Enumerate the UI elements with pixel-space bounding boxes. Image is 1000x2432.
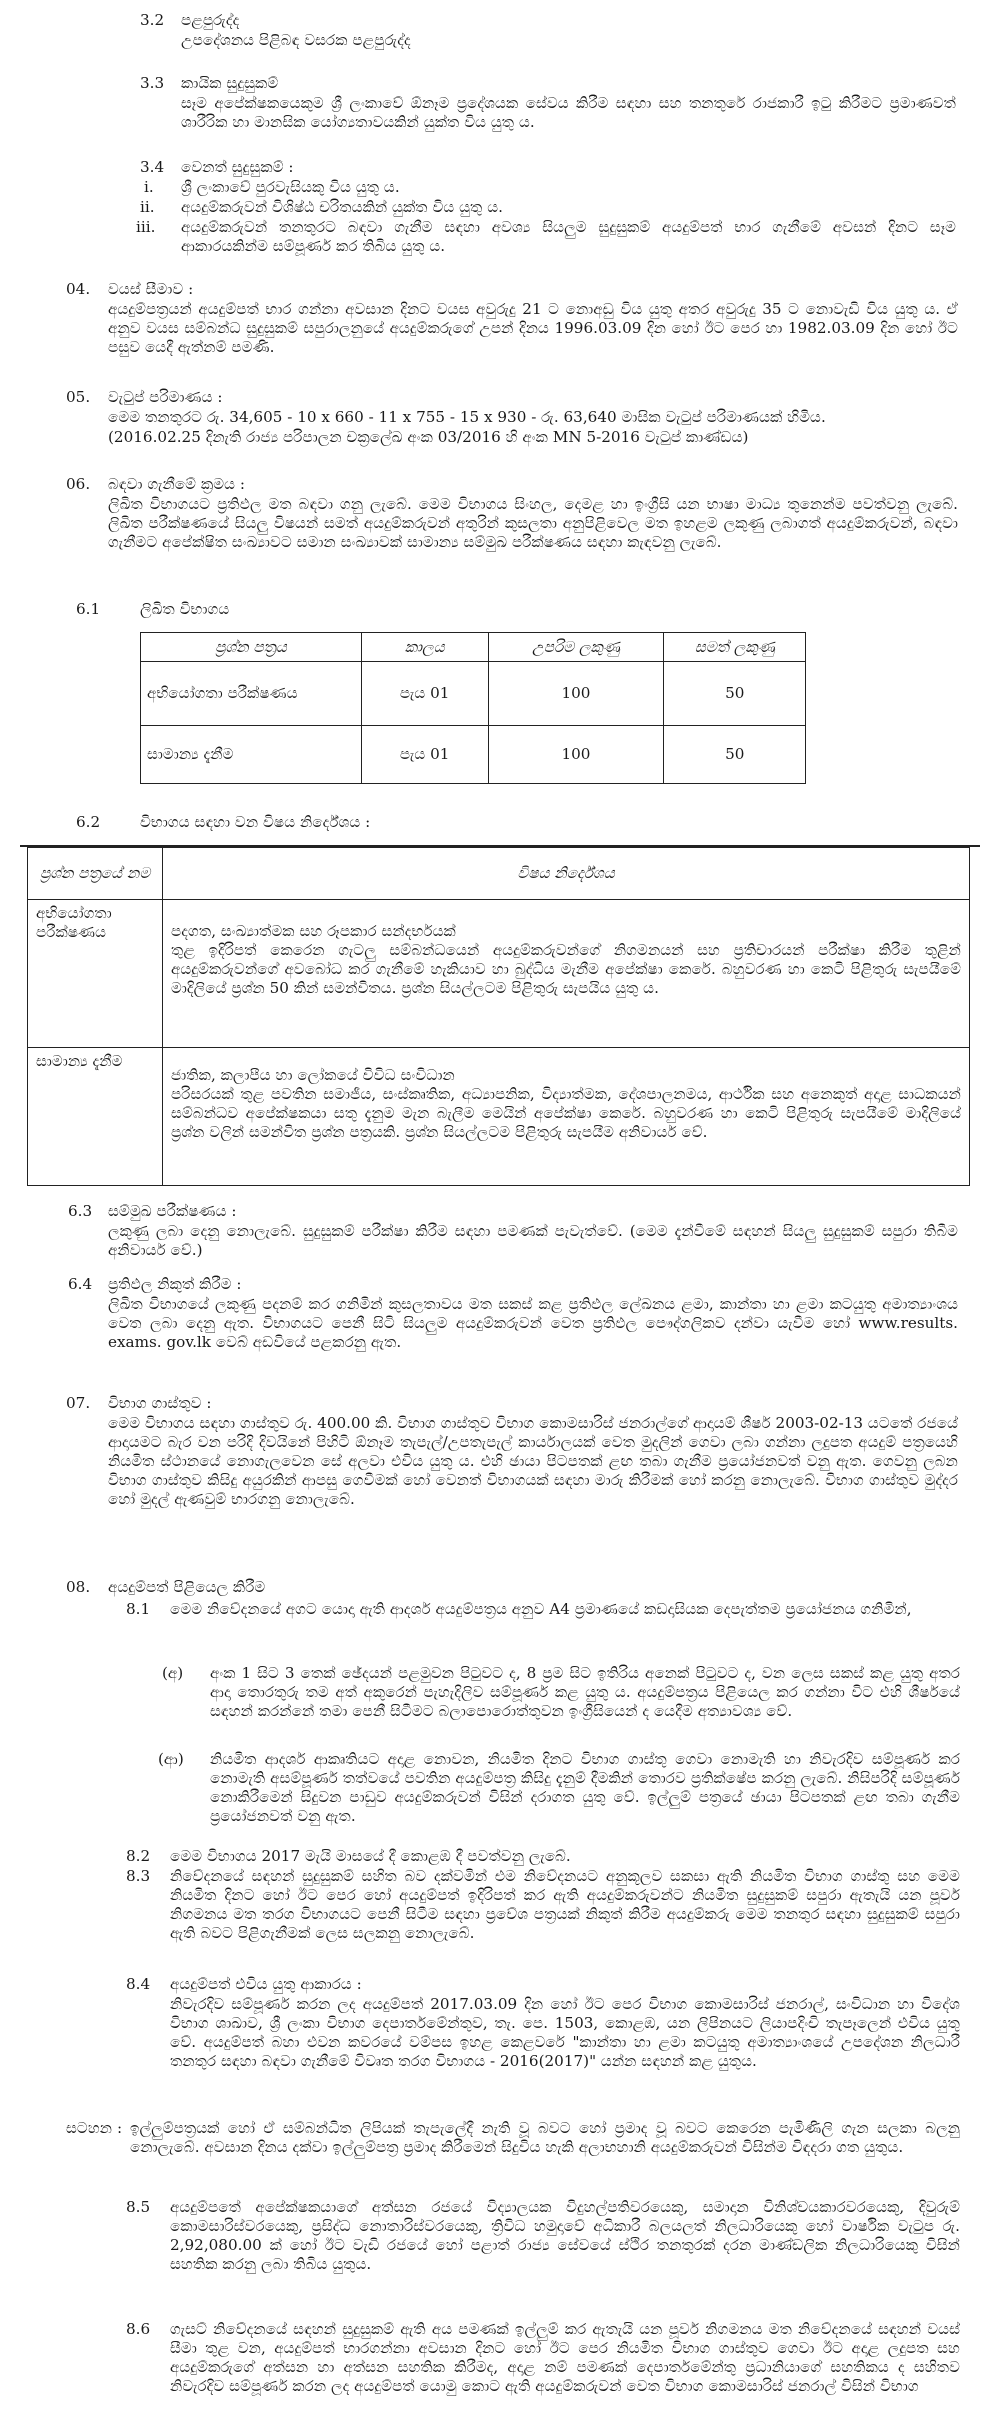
section-title: වයස් සීමාව : [108, 280, 194, 298]
section-number: 3.3 [140, 74, 165, 92]
note-label: සටහන : [66, 2119, 123, 2137]
section-number: 07. [66, 1394, 91, 1412]
column-header: විෂය නිර්දේශය [163, 848, 970, 900]
section-text: නිවැරදිව සම්පූර්ණ කරන ලද අයදුම්පත් 2017.03.09 දින හෝ ඊට පෙර විභාග කොමසාරිස් ජනරාල්, සංවිධාන හා විදේශ විභාග ශාඛාව, ශ්‍රී ලංකා විභාග දෙපාර්තමේන්තුව, තැ. පෙ. 1503, කොළඹ, යන ලිපිනයට ලියාපදිංචි තැපෑලෙන් එවිය යුතු වේ. අයදුම්පත් බහා එවන කවරයේ වම්පස ඉහළ කෙළවරේ "කාන්තා හා ළමා කටයුතු අමාත්‍යාංශයේ උපදේශන නිලධාරී තනතුර සඳහා බඳවා ගැනීමේ විවෘත තරග විභාගය - 2016(2017)" යන්න සඳහන් කළ යුතුය. [170, 1995, 960, 2070]
table-row [141, 662, 806, 726]
column-header: උපරිම ලකුණු [488, 633, 664, 662]
table-header-row [141, 633, 806, 662]
column-header: ප්‍රශ්න පත්‍රයේ නම [28, 848, 163, 900]
table-cell: 100 [488, 726, 664, 784]
table-cell [163, 1048, 970, 1186]
table-header-row [28, 848, 970, 900]
section-title: වැටුප් පරිමාණය : [108, 388, 223, 406]
section-number: 8.2 [126, 1847, 151, 1865]
list-item: අයදුම්කරුවන් තනතුරට බඳවා ගැනීම සඳහා අවශ්‍ය සියලුම සුදුසුකම් අයදුම්පත් භාර ගැනීමේ අවසන් දිනට සෑම ආකාරයකින්ම සම්පූර්ණ කර තිබිය යුතු ය. [181, 218, 956, 255]
syllabus-text: තුළ ඉදිරිපත් කෙරෙන ගැටලු සම්බන්ධයෙන් අයදුම්කරුවන්ගේ නිගමනයන් සහ ප්‍රතිචාරයන් පරීක්ෂා කිරීම තුළින් අයදුම්කරුවන්ගේ අවබෝධ කර ගැනීමේ හැකියාව හා බුද්ධිය මැනීම අපේක්ෂා කෙරේ. බහුවරණ හා කෙටි පිළිතුරු සැපයීමේ මාදිලියේ ප්‍රශ්න 50 කින් සමන්විතය. ප්‍රශ්න සියල්ලටම පිළිතුරු සැපයිය යුතු ය. [171, 940, 961, 997]
table-cell: 100 [488, 662, 664, 726]
section-number: 6.3 [68, 1202, 93, 1220]
list-label: (අ) [162, 1664, 184, 1682]
section-text: මෙම විභාගය සඳහා ගාස්තුව රු. 400.00 කි. විභාග ගාස්තුව විභාග කොමසාරිස් ජනරාල්ගේ ආදායම් ශීර්ෂ 2003-02-13 යටතේ රජයේ ආදායමට බැර වන පරිදි දිවයිනේ පිහිටි ඕනෑම තැපැල්/උපතැපැල් කාර්යාලයක් වෙත මුදලින් ගෙවා ලබා ගන්නා ලදුපත අයදුම් පත්‍රයෙහි නියමිත ස්ථානයේ නොගැලවෙන සේ අලවා එවිය යුතු ය. එහි ඡායා පිටපතක් ළඟ තබා ගැනීම ප්‍රයෝජනවත් වනු ඇත. ගෙවනු ලබන විභාග ගාස්තුව කිසිදු අයුරකින් ආපසු ගෙවීමක් හෝ වෙනත් විභාගයක් සඳහා මාරු කිරීමක් හෝ කරනු නොලැබේ. විභාග ගාස්තුව මුද්දර හෝ මුදල් ඇණවුම් භාරගනු නොලැබේ. [108, 1414, 958, 1508]
section-number: 8.3 [126, 1867, 151, 1885]
syllabus-table [27, 847, 970, 1186]
list-item: නියමිත ආදර්ශ ආකෘතියට අදාළ නොවන, නියමිත දිනට විභාග ගාස්තු ගෙවා නොමැති හා නිවැරදිව සම්පූර්ණ කර නොමැති අසම්පූර්ණ තත්වයේ පවතින අයදුම්පත්‍ර කිසිදු දැනුම් දීමකින් තොරව ප්‍රතික්ෂේප කරනු ලැබේ. නිසිපරිදි සම්පූර්ණ නොකිරීමෙන් සිදුවන පාඩුව අයදුම්කරුවන් විසින් දරාගත යුතු වේ. ඉල්ලුම් පත්‍රයේ ඡායා පිටපතක් ළඟ තබා ගැනීම ප්‍රයෝජනවත් වනු ඇත. [210, 1750, 960, 1825]
column-header: කාලය [361, 633, 488, 662]
table-cell: සාමාන්‍ය දැනීම [141, 726, 362, 784]
syllabus-line: ජාතික, කලාපීය හා ලෝකයේ විවිධ සංවිධාන [171, 1066, 455, 1084]
section-title: වෙනත් සුදුසුකම් : [181, 158, 294, 176]
table-cell: 50 [664, 726, 806, 784]
section-number: 8.6 [126, 2320, 151, 2338]
paper-name: අභියෝගතා පරීක්ෂණය [36, 904, 112, 941]
syllabus-line: පදගත, සංඛ්‍යාත්මක සහ රූපකාර සන්දර්භයක් [171, 922, 456, 940]
table-cell: අභියෝගතා පරීක්ෂණය [141, 662, 362, 726]
section-number: 06. [66, 475, 91, 493]
section-text: සෑම අපේක්ෂකයෙකුම ශ්‍රී ලංකාවේ ඕනෑම ප්‍රදේශයක සේවය කිරීම සඳහා සහ තනතුරේ රාජකාරී ඉටු කිරීමට ප්‍රමාණවත් ශාරීරික හා මානසික යෝග්‍යතාවයකින් යුක්ත විය යුතු ය. [181, 94, 956, 131]
table-cell [163, 900, 970, 1048]
section-title: අයදුම්පත් පිළියෙල කිරීම [108, 1578, 266, 1596]
section-title: විභාගය සඳහා වන විෂය නිර්දේශය : [140, 813, 371, 831]
table-row [28, 900, 970, 1048]
table-row [28, 1048, 970, 1186]
section-number: 6.4 [68, 1275, 93, 1293]
section-title: ලිඛිත විභාගය [140, 600, 230, 618]
section-number: 8.5 [126, 2198, 151, 2216]
column-header: ප්‍රශ්න පත්‍රය [141, 633, 362, 662]
section-title: කායික සුදුසුකම් [181, 74, 279, 92]
section-number: 05. [66, 388, 91, 406]
section-title: සම්මුඛ පරීක්ෂණය : [108, 1202, 237, 1220]
section-title: බඳවා ගැනීමේ ක්‍රමය : [108, 475, 245, 493]
section-text: (2016.02.25 දිනැති රාජ්‍ය පරිපාලන චක්‍රලේඛ අංක 03/2016 හි අංක MN 5-2016 වැටුප් කාණ්ඩය) [108, 428, 749, 446]
section-number: 6.1 [76, 600, 101, 618]
list-item-number: ii. [140, 198, 155, 216]
section-title: විභාග ගාස්තුව : [108, 1394, 212, 1412]
section-text: මෙම නිවේදනයේ අගට යොදා ඇති ආදර්ශ අයදුම්පත්‍රය අනුව A4 ප්‍රමාණයේ කඩදාසියක දෙපැත්තම ප්‍රයෝජනය ගනිමින්, [170, 1600, 912, 1618]
section-text: නිවේදනයේ සඳහන් සුදුසුකම් සහිත බව දක්වමින් එම නිවේදනයට අනුකූලව සකසා ඇති නියමිත විභාග ගාස්තු සහ මෙම නියමිත දිනට හෝ ඊට පෙර හෝ අයදුම්පත් ඉදිරිපත් කර ඇති අයදුම්කරුවන්ට නියමිත සුදුසුකම් සපුරා ඇතැයි යන පූර්ව නිගමනය මත තරග විභාගයට පෙනී සිටීම සඳහා ප්‍රවේශ පත්‍රයක් නිකුත් කිරීම අයදුම්කරු මෙම තනතුර සඳහා සුදුසුකම් සපුරා ඇති බවට පිළිගැනීමක් ලෙස සලකනු නොලැබේ. [170, 1867, 960, 1942]
table-cell [28, 1048, 163, 1186]
section-text: ලිඛිත විභාගයට ප්‍රතිඵල මත බඳවා ගනු ලැබේ. මෙම විභාගය සිංහල, දෙමළ හා ඉංග්‍රීසි යන භාෂා මාධ්‍ය තුනෙන්ම පවත්වනු ලැබේ. ලිඛිත පරීක්ෂණයේ සියලු විෂයන් සමත් අයදුම්කරුවන් අතුරින් කුසලතා අනුපිළිවෙල මත ඉහළම ලකුණු ලබාගත් අයදුම්කරුවන්, බඳවා ගැනීමට අපේක්ෂිත සංඛ්‍යාවට සමාන සංඛ්‍යාවක් සාමාන්‍ය සම්මුඛ පරීක්ෂණය සඳහා කැඳවනු ලැබේ. [108, 495, 958, 551]
paper-name: සාමාන්‍ය දැනීම [36, 1052, 123, 1070]
section-number: 3.4 [140, 158, 165, 176]
list-item: අංක 1 සිට 3 තෙක් ඡේදයන් පළමුවන පිටුවට ද, 8 ප්‍රම සිට ඉතිරිය අනෙක් පිටුවට ද, වන ලෙස සකස් කළ යුතු අතර ආදා තොරතුරු තම අත් අකුරෙන් පැහැදිලිව සම්පූර්ණ කළ යුතු ය. අයදුම්පත්‍රය පිළියෙල කර ගන්නා විට එහි ශීර්ෂයේ සඳහන් කරන්නේ තමා පෙනී සිටීමට බලාපොරොත්තුවන ඉංග්‍රීසියෙන් ද යෙදීම අත්‍යාවශ්‍ය වේ. [210, 1664, 960, 1720]
section-title: අයදුම්පත් එවිය යුතු ආකාරය : [170, 1975, 362, 1993]
list-item: අයදුම්කරුවන් විශිෂ්ඨ චරිතයකින් යුක්ත විය යුතු ය. [181, 198, 503, 216]
section-title: ප්‍රතිඵල නිකුත් කිරීම : [108, 1275, 242, 1293]
section-text: අයදුම්පත්‍රයන් අයදුම්පත් භාර ගන්නා අවසාන දිනට වයස අවුරුදු 21 ට නොඅඩු විය යුතු අතර අවුරුදු 35 ට නොවැඩි විය යුතු ය. ඒ අනුව වයස සම්බන්ධ සුදුසුකම් සපුරාලනුයේ අයදුම්කරුගේ උපන් දිනය 1996.03.09 දින හෝ ඊට පෙර හා 1982.03.09 දින හෝ ඊට පසුව යෙදී ඇත්නම් පමණි. [108, 300, 958, 356]
list-item-number: i. [144, 178, 154, 196]
section-number: 8.1 [126, 1600, 151, 1618]
section-number: 6.2 [76, 813, 101, 831]
list-item: ශ්‍රී ලංකාවේ පුරවැසියකු විය යුතු ය. [181, 178, 400, 196]
note-text: ඉල්ලුම්පත්‍රයක් හෝ ඒ සම්බන්ධිත ලිපියක් තැපැලේදී නැති වූ බවට හෝ ප්‍රමාද වූ බවට කෙරෙන පැමිණිලි ගැන සලකා බලනු නොලැබේ. අවසාන දිනය දක්වා ඉල්ලුම්පත්‍ර ප්‍රමාද කිරීමෙන් සිදුවිය හැකි අලාභහානි අයදුම්කරුවන් විසින්ම විඳදරා ගත යුතුය. [130, 2119, 960, 2156]
section-text: මෙම විභාගය 2017 මැයි මාසයේ දී කොළඹ දී පවත්වනු ලැබේ. [170, 1847, 571, 1865]
section-number: 08. [66, 1578, 91, 1596]
section-title: පළපුරුද්ද [181, 11, 240, 29]
table-row [141, 726, 806, 784]
section-text: ලිඛිත විභාගයේ ලකුණු පදනම් කර ගනිමින් කුසලතාවය මත සකස් කළ ප්‍රතිඵල ලේඛනය ළමා, කාන්තා හා ළමා කටයුතු අමාත්‍යාංශය වෙත ලබා දෙනු ඇත. විභාගයට පෙනී සිටි සියලුම අයදුම්කරුවන් වෙත ප්‍රතිඵල පෞද්ගලිකව දන්වා යැවීම හෝ www.results. exams. gov.lk වෙබ් අඩවියේ පළකරනු ඇත. [108, 1295, 958, 1351]
list-label: (ආ) [158, 1750, 184, 1768]
section-text: උපදේශනය පිළිබඳ වසරක පළපුරුද්ද [181, 31, 411, 49]
syllabus-text: පරිසරයක් තුළ පවතින සමාජීය, සංස්කෘතික, අධ්‍යාපනික, විද්‍යාත්මක, දේශපාලනමය, ආර්ථික සහ අනෙකුත් අදාළ සාධකයන් සම්බන්ධව අපේක්ෂකයා සතු දැනුම මැන බැලීම මෙයින් අපේක්ෂා කෙරේ. බහුවරණ හා කෙටි පිළිතුරු සැපයීමේ මාදිලියේ ප්‍රශ්න වලින් සමන්විත ප්‍රශ්න පත්‍රයකි. ප්‍රශ්න සියල්ලටම පිළිතුරු සැපයීම අනිවාර්ය වේ. [171, 1084, 961, 1141]
table-cell: 50 [664, 662, 806, 726]
list-item-number: iii. [136, 218, 156, 236]
column-header: සමත් ලකුණු [664, 633, 806, 662]
section-text: ගැසට් නිවේදනයේ සඳහන් සුදුසුකම් ඇති අය පමණක් ඉල්ලුම් කර ඇතැයි යන පූර්ව නිගමනය මත නිවේදනයේ සඳහන් වයස් සීමා තුළ වන, අයදුම්පත් භාරගන්නා අවසාන දිනට හෝ ඊට පෙර නියමිත විභාග ගාස්තුව ගෙවා ඊට අදාළ ලදුපත සහ අයදුම්කරුගේ අත්සන හා අත්සන සහතික කිරීමද, අදාළ නම් පමණක් දෙපාර්තමේන්තු ප්‍රධානියාගේ සහතිකය ද සහිතව නිවැරදිව සම්පූර්ණ කරන ලද අයදුම්පත් යොමු කොට ඇති අයදුම්කරුවන් වෙත විභාග කොමසාරිස් ජනරාල් විසින් විභාග [170, 2320, 960, 2395]
section-text: මෙම තනතුරට රු. 34,605 - 10 x 660 - 11 x 755 - 15 x 930 - රු. 63,640 මාසික වැටුප් පරිමාණයක් හිමිය. [108, 408, 826, 426]
table-cell: පැය 01 [361, 726, 488, 784]
table-cell [28, 900, 163, 1048]
section-number: 04. [66, 280, 91, 298]
section-number: 3.2 [140, 11, 165, 29]
section-number: 8.4 [126, 1975, 151, 1993]
written-exam-table [140, 632, 806, 784]
section-text: අයදුම්පතේ අපේක්ෂකයාගේ අත්සන රජයේ විද්‍යාලයක විදුහල්පතිවරයෙකු, සමාදාන විනිශ්චයකාරවරයෙකු, දිවුරුම් කොමසාරිස්වරයෙකු, ප්‍රසිද්ධ නොතාරිස්වරයෙකු, ත්‍රිවිධ හමුදාවේ අධිකාරී බලයලත් නිලධාරියෙකු හෝ වාර්ෂික වැටුප රු. 2,92,080.00 ක් හෝ ඊට වැඩි රජයේ හෝ පළාත් රාජ්‍ය සේවයේ ස්ථිර තනතුරක් දරන මාණ්ඩලික නිලධාරියෙකු විසින් සහතික කරනු ලබා තිබිය යුතුය. [170, 2198, 960, 2273]
section-text: ලකුණු ලබා දෙනු නොලැබේ. සුදුසුකම් පරීක්ෂා කිරීම සඳහා පමණක් පැවැත්වේ. (මෙම දැන්වීමේ සඳහන් සියලු සුදුසුකම් සපුරා තිබීම අනිවාර්ය වේ.) [108, 1222, 958, 1259]
table-cell: පැය 01 [361, 662, 488, 726]
